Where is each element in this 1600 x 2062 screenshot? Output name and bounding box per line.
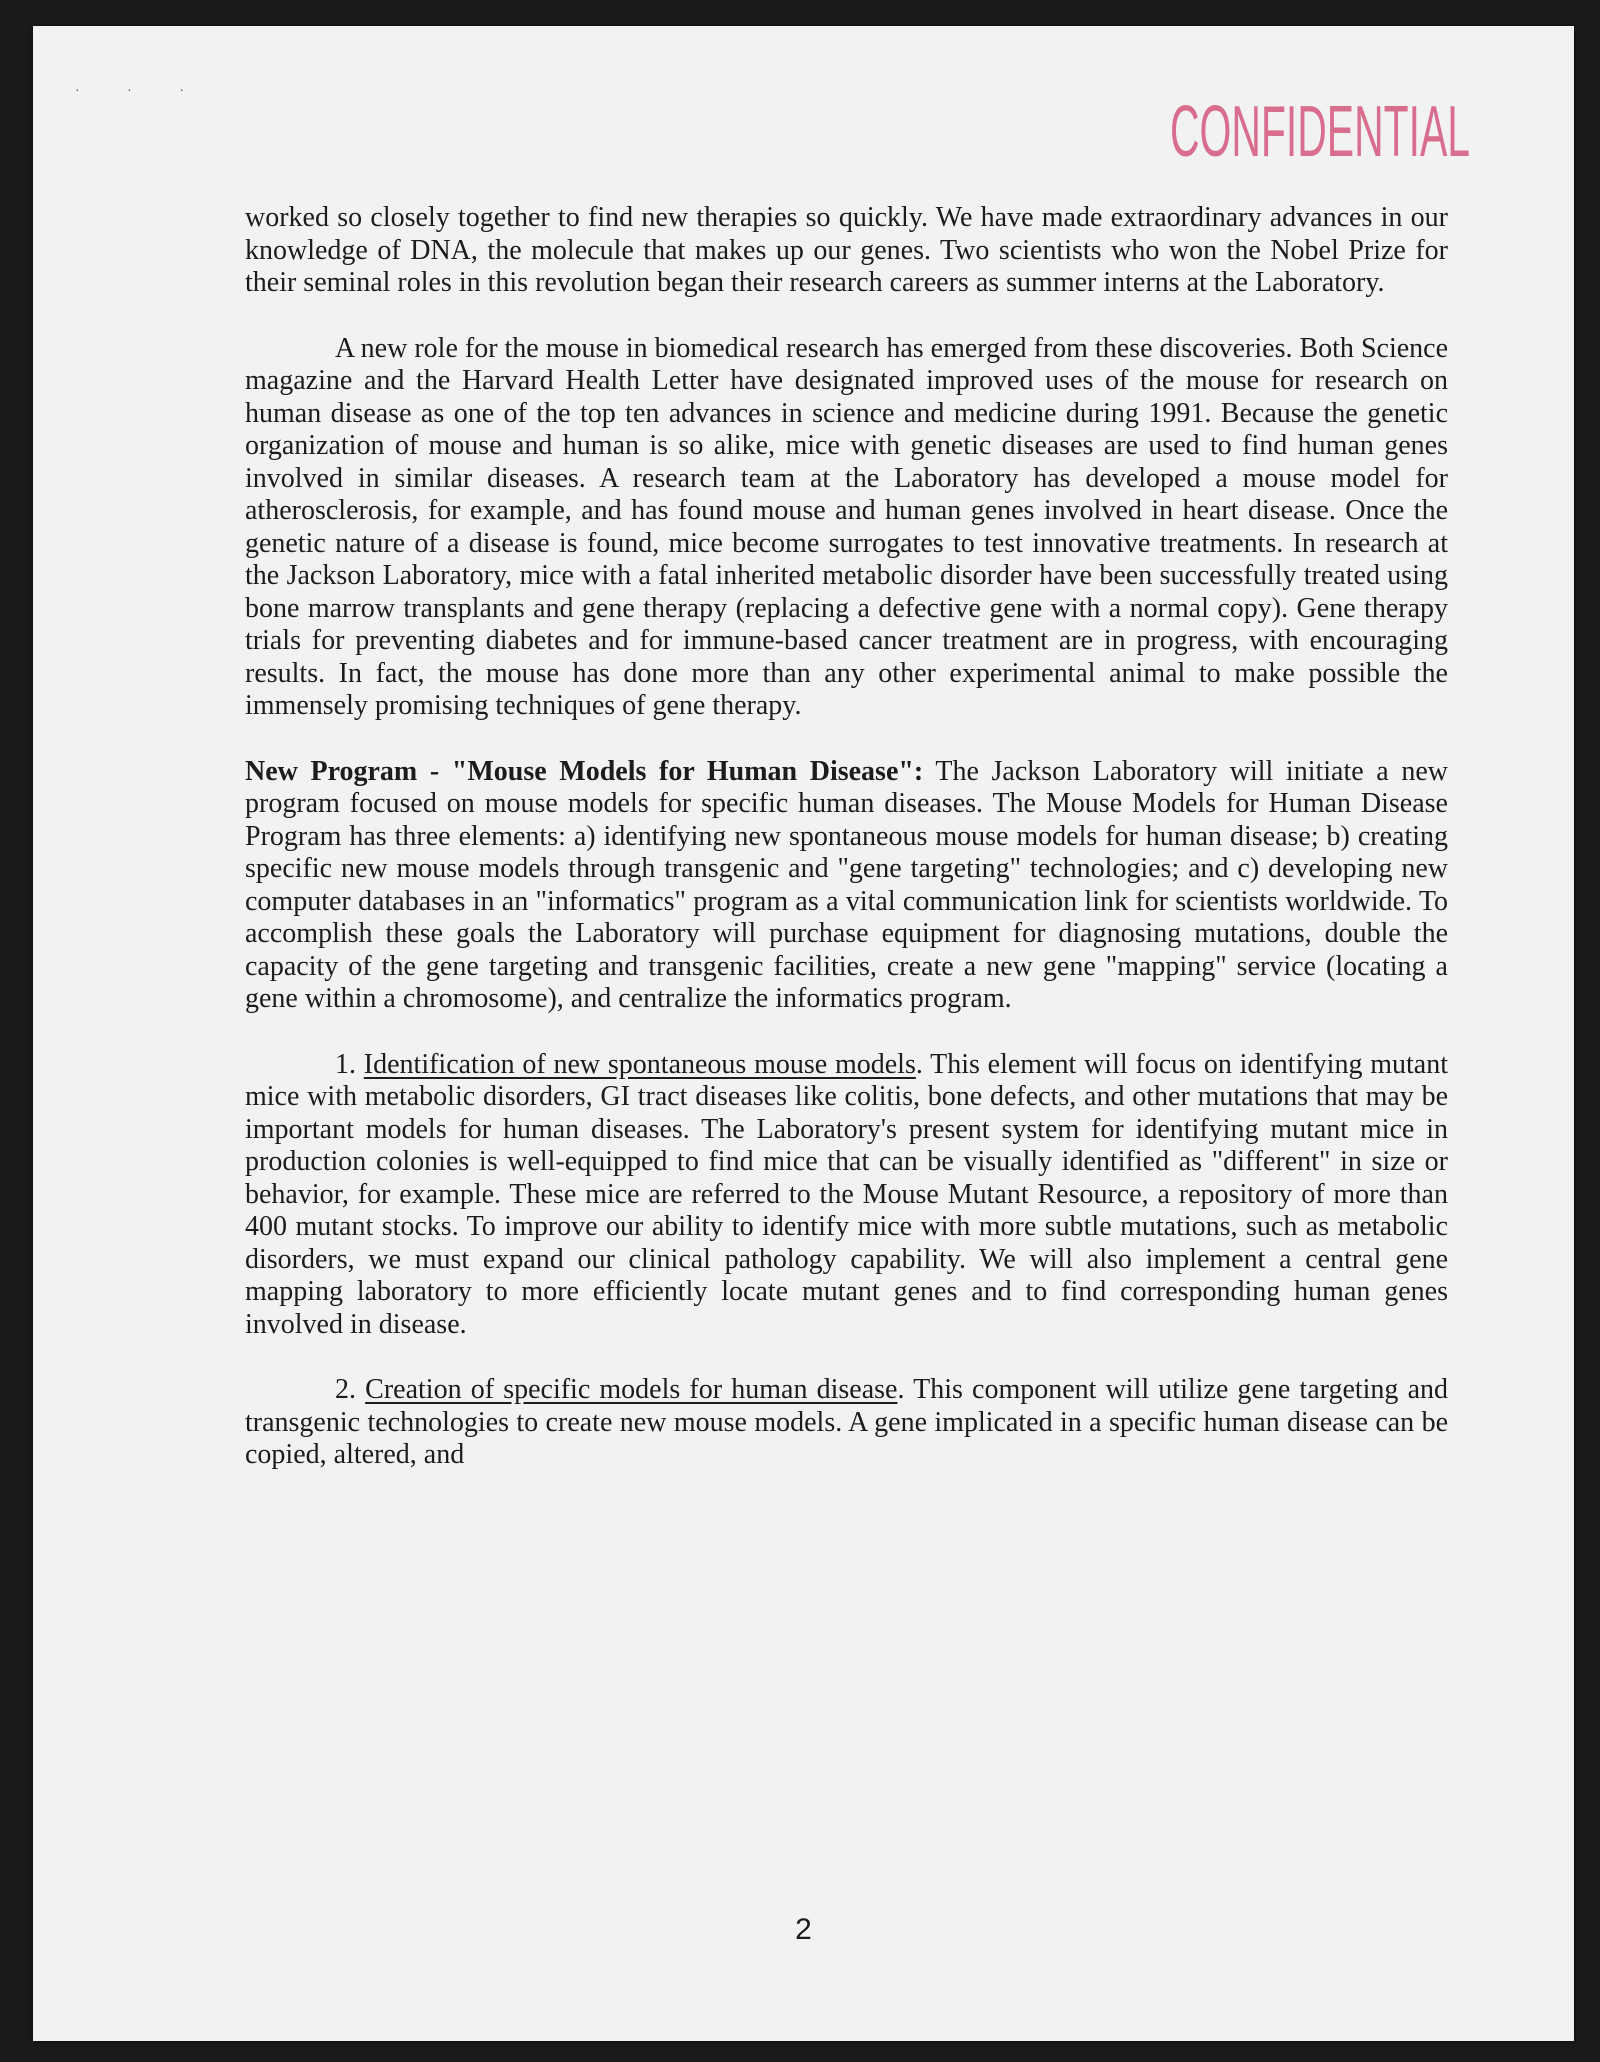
list-item-2-body: . This component will utilize gene targeting and transgenic technologies to create new mouse models. A gene implicated in a specific human disease can be copied, altered, and — [245, 1374, 1449, 1470]
list-item-1-title: Identification of new spontaneous mouse models — [363, 1048, 916, 1080]
list-item-1-number: 1. — [335, 1048, 364, 1080]
scan-specks: · · · — [75, 84, 206, 99]
new-program-body: The Jackson Laboratory will initiate a new program focused on mouse models for specific human diseases. The Mouse Models for Human Disease Program has three elements: a) identifying new spontaneous mouse models for human disease; b) creating specific new mouse models through transgenic and "gene targeting" technologies; and c) developing new computer databases in an "informatics" program as a vital communication link for scientists worldwide. To accomplish these goals the Laboratory will purchase equipment for diagnosing mutations, double the capacity of the gene targeting and transgenic facilities, create a new gene "mapping" service (locating a gene within a chromosome), and centralize the informatics program. — [245, 755, 1448, 1014]
paragraph-continuation: worked so closely together to find new therapies so quickly. We have made extraordinary advances in our knowledge of DNA, the molecule that makes up our genes. Two scientists who won the Nobel Prize for their seminal roles in this revolution began their research careers as summer interns at the Laboratory. — [245, 202, 1448, 298]
list-item-2-number: 2. — [335, 1374, 366, 1405]
new-program-heading: New Program - "Mouse Models for Human Disease": — [245, 755, 924, 787]
document-body — [245, 202, 1448, 1505]
list-item-1 — [245, 1049, 1448, 1342]
document-page — [33, 26, 1574, 2041]
list-item-1-body: . This element will focus on identifying mutant mice with metabolic disorders, GI tract diseases like colitis, bone defects, and other mutations that may be important models for human diseases. The Laboratory's present system for identifying mutant mice in production colonies is well-equipped to find mice that can be visually identified as "different" in size or behavior, for example. These mice are referred to the Mouse Mutant Resource, a repository of more than 400 mutant stocks. To improve our ability to identify mice with more subtle mutations, such as metabolic disorders, we must expand our clinical pathology capability. We will also implement a central gene mapping laboratory to more efficiently locate mutant genes and to find corresponding human genes involved in disease. — [245, 1048, 1448, 1340]
paragraph-mouse-role: A new role for the mouse in biomedical research has emerged from these discoveries. Both Science magazine and the Harvard Health Letter have designated improved uses of the mouse for research on human disease as one of the top ten advances in science and medicine during 1991. Because the genetic organization of mouse and human is so alike, mice with genetic diseases are used to find human genes involved in similar diseases. A research team at the Laboratory has developed a mouse model for atherosclerosis, for example, and has found mouse and human genes involved in heart disease. Once the genetic nature of a disease is found, mice become surrogates to test innovative treatments. In research at the Jackson Laboratory, mice with a fatal inherited metabolic disorder have been successfully treated using bone marrow transplants and gene therapy (replacing a defective gene with a normal copy). Gene therapy trials for preventing diabetes and for immune-based cancer treatment are in progress, with encouraging results. In fact, the mouse has done more than any other experimental animal to make possible the immensely promising techniques of gene therapy. — [245, 332, 1448, 721]
confidential-stamp — [1166, 82, 1476, 172]
list-item-2-title: Creation of specific models for human disease — [365, 1374, 898, 1405]
paragraph-new-program — [245, 756, 1448, 1016]
list-item-2 — [245, 1374, 1448, 1472]
page-number: 2 — [795, 1913, 812, 1946]
svg-text:CONFIDENTIAL: CONFIDENTIAL — [1170, 92, 1470, 172]
